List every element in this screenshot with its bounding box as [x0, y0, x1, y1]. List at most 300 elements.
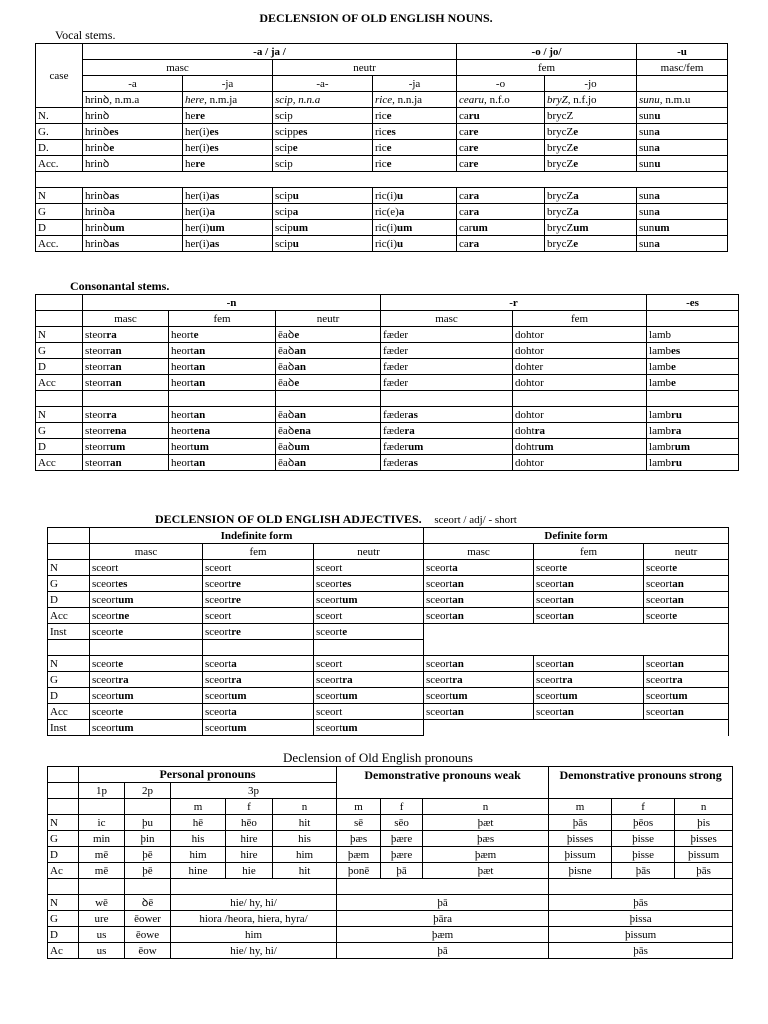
word-ending: an: [294, 408, 306, 421]
gender-header: masc: [381, 311, 513, 327]
word-ending: an: [562, 609, 574, 622]
word-ending: ra: [468, 237, 480, 250]
word-stem: sceort: [646, 673, 673, 686]
word-stem: ric(e): [375, 205, 399, 218]
person-header: 1p: [79, 783, 125, 799]
case-label: D.: [36, 140, 83, 156]
table-cell: [424, 656, 534, 672]
table-cell: [203, 576, 314, 592]
stem-header: -ja: [183, 76, 273, 92]
word-stem: dohtr: [515, 440, 539, 453]
table-cell: þisses: [549, 831, 612, 847]
word-ending: a: [654, 237, 660, 250]
word-ending: an: [562, 657, 574, 670]
case-label: D: [36, 220, 83, 236]
case-label: Acc.: [36, 236, 83, 252]
table-cell: mē: [79, 863, 125, 879]
table-row: [48, 895, 733, 911]
gender-header: fem: [513, 311, 647, 327]
word-ending: um: [292, 221, 309, 234]
table-cell: us: [79, 927, 125, 943]
table-cell: [273, 188, 373, 204]
word-ending: e: [386, 109, 392, 122]
table-row: [48, 704, 729, 720]
word-stem: he: [185, 109, 196, 122]
case-label: D: [36, 439, 83, 455]
table-cell: þæt: [423, 815, 549, 831]
word-stem: steor: [85, 408, 107, 421]
word-ending: es: [386, 125, 396, 138]
table-cell: [83, 439, 169, 455]
table-cell: þās: [549, 895, 733, 911]
person-header: 2p: [125, 783, 171, 799]
word-stem: dohter: [515, 360, 544, 373]
word-stem: hrinꝺ: [85, 157, 110, 170]
table-cell: [276, 423, 381, 439]
table-cell: [83, 343, 169, 359]
gender-header: m: [171, 799, 226, 815]
word-ending: ra: [672, 673, 683, 686]
case-label: Acc.: [36, 156, 83, 172]
word-stem: ca: [459, 157, 469, 170]
word-stem: heort: [171, 376, 194, 389]
table-row: [48, 576, 729, 592]
word-stem: steorr: [85, 440, 111, 453]
table-row: [36, 108, 728, 124]
case-label: D: [36, 359, 83, 375]
table-cell: [83, 156, 183, 172]
word-ending: an: [562, 705, 574, 718]
table-cell: [457, 108, 545, 124]
word-ending: ra: [106, 408, 117, 421]
table-row: [36, 140, 728, 156]
adjectives-table: [47, 527, 729, 736]
table-cell: [637, 236, 728, 252]
word-stem: sceort: [426, 609, 453, 622]
case-label: G: [48, 576, 90, 592]
group-a-ja-header: -a / ja /: [83, 44, 457, 60]
word-stem: sceort: [426, 705, 453, 718]
table-cell: [534, 704, 644, 720]
word-ending: e: [342, 625, 348, 638]
word-stem: hrinꝺ: [85, 237, 110, 250]
word-ending: an: [452, 593, 464, 606]
word-stem: dohtor: [515, 328, 544, 341]
table-cell: [647, 423, 739, 439]
table-cell: [314, 656, 424, 672]
word-ending: a: [573, 189, 579, 202]
word-stem: sceort: [646, 561, 673, 574]
table-cell: [183, 156, 273, 172]
table-cell: [381, 343, 513, 359]
stem-header: [637, 76, 728, 92]
table-row: [36, 423, 739, 439]
blank-cell: [424, 720, 729, 736]
word-stem: scip: [275, 205, 293, 218]
word-ending: ra: [404, 424, 415, 437]
word-stem: doht: [515, 424, 535, 437]
stem-header: -jo: [545, 76, 637, 92]
lemma-cell: sunu, n.m.u: [637, 92, 728, 108]
table-cell: [513, 343, 647, 359]
case-label: Ac: [48, 863, 79, 879]
word-ending: an: [294, 344, 306, 357]
table-cell: [534, 608, 644, 624]
case-label: N: [48, 815, 79, 831]
spacer-cell: [424, 640, 729, 656]
table-row: [48, 847, 733, 863]
table-cell: [83, 236, 183, 252]
word-ending: um: [342, 721, 358, 734]
table-cell: þē: [125, 847, 171, 863]
spacer-cell: [90, 640, 203, 656]
table-cell: [457, 188, 545, 204]
table-cell: þisse: [612, 831, 675, 847]
word-stem: sun: [639, 109, 655, 122]
word-ending: es: [342, 577, 352, 590]
word-ending: e: [672, 609, 678, 622]
word-stem: ēaꝺ: [278, 408, 295, 421]
table-cell: [373, 188, 457, 204]
blank-header: [79, 799, 125, 815]
word-stem: sceort: [316, 609, 343, 622]
spacer-cell: [48, 879, 79, 895]
table-row: [48, 720, 729, 736]
vocal-stems-table: [35, 43, 728, 252]
case-label: G: [48, 672, 90, 688]
table-cell: hit: [273, 863, 337, 879]
table-cell: [276, 455, 381, 471]
word-stem: sceort: [92, 673, 119, 686]
word-stem: car: [459, 221, 473, 234]
table-cell: him: [171, 927, 337, 943]
word-stem: sceort: [426, 577, 453, 590]
word-stem: fæder: [383, 360, 409, 373]
table-cell: þās: [675, 863, 733, 879]
case-label: G: [48, 831, 79, 847]
word-stem: sceort: [646, 593, 673, 606]
word-stem: sceort: [92, 561, 119, 574]
gender-header: masc: [90, 544, 203, 560]
word-stem: her(i): [185, 221, 210, 234]
table-row: [36, 359, 739, 375]
word-stem: her(i): [185, 205, 210, 218]
word-stem: fæde: [383, 424, 405, 437]
word-stem: sceort: [92, 689, 119, 702]
word-stem: sceort: [536, 657, 563, 670]
table-cell: þāra: [337, 911, 549, 927]
word-ending: ena: [110, 424, 127, 437]
table-cell: his: [171, 831, 226, 847]
group-o-jo-header: -o / jo/: [457, 44, 637, 60]
table-cell: [381, 423, 513, 439]
word-stem: scipp: [275, 125, 299, 138]
word-ending: an: [452, 657, 464, 670]
word-stem: heort: [171, 408, 194, 421]
spacer-row: [36, 172, 728, 188]
word-ending: a: [231, 705, 237, 718]
demonstrative-strong-header: Demonstrative pronouns strong: [549, 767, 733, 799]
word-stem: lambr: [649, 440, 675, 453]
table-cell: [90, 688, 203, 704]
word-ending: an: [110, 344, 122, 357]
case-label: G.: [36, 124, 83, 140]
word-ending: es: [118, 577, 128, 590]
word-stem: hrinꝺ: [85, 189, 110, 202]
word-stem: brycZ: [547, 205, 574, 218]
word-stem: fæder: [383, 376, 409, 389]
word-stem: sceort: [316, 577, 343, 590]
table-row: [36, 455, 739, 471]
word-ending: um: [118, 721, 134, 734]
word-stem: fæder: [383, 344, 409, 357]
table-cell: him: [171, 847, 226, 863]
word-stem: sceort: [316, 561, 343, 574]
spacer-cell: [549, 879, 733, 895]
table-row: [48, 672, 729, 688]
blank-header: [647, 311, 739, 327]
word-stem: dohtor: [515, 456, 544, 469]
table-cell: hie/ hy, hi/: [171, 943, 337, 959]
table-cell: þissum: [549, 847, 612, 863]
table-cell: hire: [226, 831, 273, 847]
word-ending: um: [109, 221, 125, 234]
case-label: Ac: [48, 943, 79, 959]
word-stem: sceort: [426, 561, 453, 574]
blank-header: [36, 311, 83, 327]
word-stem: ric: [375, 109, 387, 122]
table-cell: [513, 439, 647, 455]
gender-header: masc: [424, 544, 534, 560]
word-ending: um: [472, 221, 488, 234]
word-stem: sceort: [92, 721, 119, 734]
case-label: N: [36, 327, 83, 343]
word-stem: ca: [459, 205, 469, 218]
gender-header: fem: [534, 544, 644, 560]
word-ending: an: [672, 705, 684, 718]
table-cell: [647, 455, 739, 471]
person-header: 3p: [171, 783, 337, 799]
blank-header: [48, 767, 79, 783]
word-stem: sceort: [205, 689, 232, 702]
word-ending: an: [562, 593, 574, 606]
word-ending: um: [342, 593, 358, 606]
word-ending: ru: [468, 109, 480, 122]
word-stem: lamb: [649, 376, 672, 389]
word-stem: hrinꝺ: [85, 125, 110, 138]
fem-header: fem: [457, 60, 637, 76]
word-ending: e: [672, 561, 678, 574]
gender-header: masc: [83, 311, 169, 327]
word-stem: scip: [275, 109, 293, 122]
table-cell: þisne: [549, 863, 612, 879]
table-cell: [424, 672, 534, 688]
table-cell: þære: [381, 847, 423, 863]
gender-header: m: [549, 799, 612, 815]
case-label: Acc: [36, 375, 83, 391]
word-stem: fæder: [383, 408, 409, 421]
word-stem: scip: [275, 189, 293, 202]
table-row: [36, 124, 728, 140]
table-cell: [83, 327, 169, 343]
table-cell: þæs: [337, 831, 381, 847]
case-label: D: [48, 688, 90, 704]
word-ending: an: [294, 360, 306, 373]
table-row: [36, 188, 728, 204]
word-stem: sun: [639, 157, 655, 170]
table-cell: [457, 204, 545, 220]
word-stem: sun: [639, 221, 655, 234]
table-cell: [203, 608, 314, 624]
table-cell: us: [79, 943, 125, 959]
word-ending: u: [292, 189, 299, 202]
word-stem: lamb: [649, 328, 672, 341]
table-cell: [314, 560, 424, 576]
word-stem: sun: [639, 237, 655, 250]
table-cell: [457, 236, 545, 252]
word-ending: ra: [562, 673, 573, 686]
table-cell: [314, 624, 424, 640]
word-ending: um: [562, 689, 578, 702]
word-ending: an: [193, 456, 206, 469]
word-stem: sun: [639, 141, 655, 154]
word-ending: as: [408, 456, 418, 469]
case-label: Acc: [48, 608, 90, 624]
word-ending: an: [110, 360, 122, 373]
table-cell: [83, 188, 183, 204]
group-r-header: -r: [381, 295, 647, 311]
word-ending: re: [468, 125, 479, 138]
word-stem: heort: [171, 344, 194, 357]
spacer-cell: [381, 391, 513, 407]
word-stem: sceort: [426, 657, 453, 670]
word-stem: ca: [459, 109, 469, 122]
word-ending: um: [408, 440, 424, 453]
word-ending: um: [110, 440, 126, 453]
case-label: Inst: [48, 624, 90, 640]
table-cell: [545, 108, 637, 124]
word-stem: sceort: [205, 705, 232, 718]
table-cell: [183, 204, 273, 220]
table-cell: [637, 220, 728, 236]
word-stem: brycZ: [547, 221, 574, 234]
table-cell: [83, 220, 183, 236]
word-stem: dohtor: [515, 344, 544, 357]
word-ending: e: [386, 141, 392, 154]
table-cell: þisses: [675, 831, 733, 847]
word-stem: lamb: [649, 424, 672, 437]
word-stem: ca: [459, 141, 469, 154]
word-stem: sceort: [205, 657, 232, 670]
word-stem: sceort: [92, 577, 119, 590]
word-stem: ēaꝺ: [278, 456, 295, 469]
word-stem: sceort: [316, 673, 343, 686]
table-cell: [637, 156, 728, 172]
word-stem: hrinꝺ: [85, 205, 110, 218]
spacer-cell: [125, 879, 171, 895]
word-stem: sceort: [205, 593, 232, 606]
word-stem: hrinꝺ: [85, 141, 110, 154]
word-stem: hrinꝺ: [85, 221, 110, 234]
table-cell: [373, 236, 457, 252]
table-cell: hēo: [226, 815, 273, 831]
table-cell: [314, 592, 424, 608]
spacer-cell: [83, 391, 169, 407]
spacer-cell: [276, 391, 381, 407]
table-cell: [637, 140, 728, 156]
word-ending: um: [231, 689, 247, 702]
word-ending: e: [292, 141, 298, 154]
word-ending: ra: [468, 189, 480, 202]
table-cell: [183, 220, 273, 236]
word-stem: steorr: [85, 456, 111, 469]
word-stem: sceort: [205, 721, 232, 734]
word-stem: brycZ: [547, 237, 574, 250]
word-stem: sceort: [536, 705, 563, 718]
table-cell: [381, 359, 513, 375]
table-cell: [203, 656, 314, 672]
table-cell: [83, 423, 169, 439]
word-stem: hrinꝺ: [85, 109, 110, 122]
table-cell: [381, 439, 513, 455]
word-ending: as: [408, 408, 418, 421]
blank-header: [48, 528, 90, 544]
case-label: Acc: [36, 455, 83, 471]
stem-header: -o: [457, 76, 545, 92]
table-cell: [644, 560, 729, 576]
table-cell: [513, 359, 647, 375]
table-cell: [276, 327, 381, 343]
table-cell: ēowe: [125, 927, 171, 943]
table-cell: [457, 124, 545, 140]
table-row: [36, 375, 739, 391]
word-ending: ra: [118, 673, 129, 686]
neutr-header: neutr: [273, 60, 457, 76]
table-cell: [183, 236, 273, 252]
word-stem: steor: [85, 328, 107, 341]
table-cell: [545, 204, 637, 220]
word-stem: he: [185, 157, 196, 170]
word-ending: e: [573, 157, 579, 170]
word-stem: sceort: [536, 609, 563, 622]
consonantal-stems-table: [35, 294, 739, 471]
table-cell: ure: [79, 911, 125, 927]
table-cell: [276, 375, 381, 391]
table-cell: þissa: [549, 911, 733, 927]
table-cell: þās: [549, 943, 733, 959]
table-cell: [273, 108, 373, 124]
table-cell: [513, 423, 647, 439]
table-cell: [90, 592, 203, 608]
table-cell: [273, 124, 373, 140]
table-cell: [169, 423, 276, 439]
word-ending: u: [654, 157, 661, 170]
group-es-header: -es: [647, 295, 739, 311]
table-cell: [83, 455, 169, 471]
table-cell: hie/ hy, hi/: [171, 895, 337, 911]
spacer-cell: [647, 391, 739, 407]
table-cell: [273, 236, 373, 252]
table-cell: þā: [337, 943, 549, 959]
word-ending: e: [109, 141, 115, 154]
word-ending: ra: [231, 673, 242, 686]
demonstrative-weak-header: Demonstrative pronouns weak: [337, 767, 549, 799]
word-ending: e: [294, 328, 300, 341]
spacer-cell: [171, 879, 337, 895]
word-stem: sceort: [92, 705, 119, 718]
table-row: [36, 343, 739, 359]
case-label: G: [48, 911, 79, 927]
